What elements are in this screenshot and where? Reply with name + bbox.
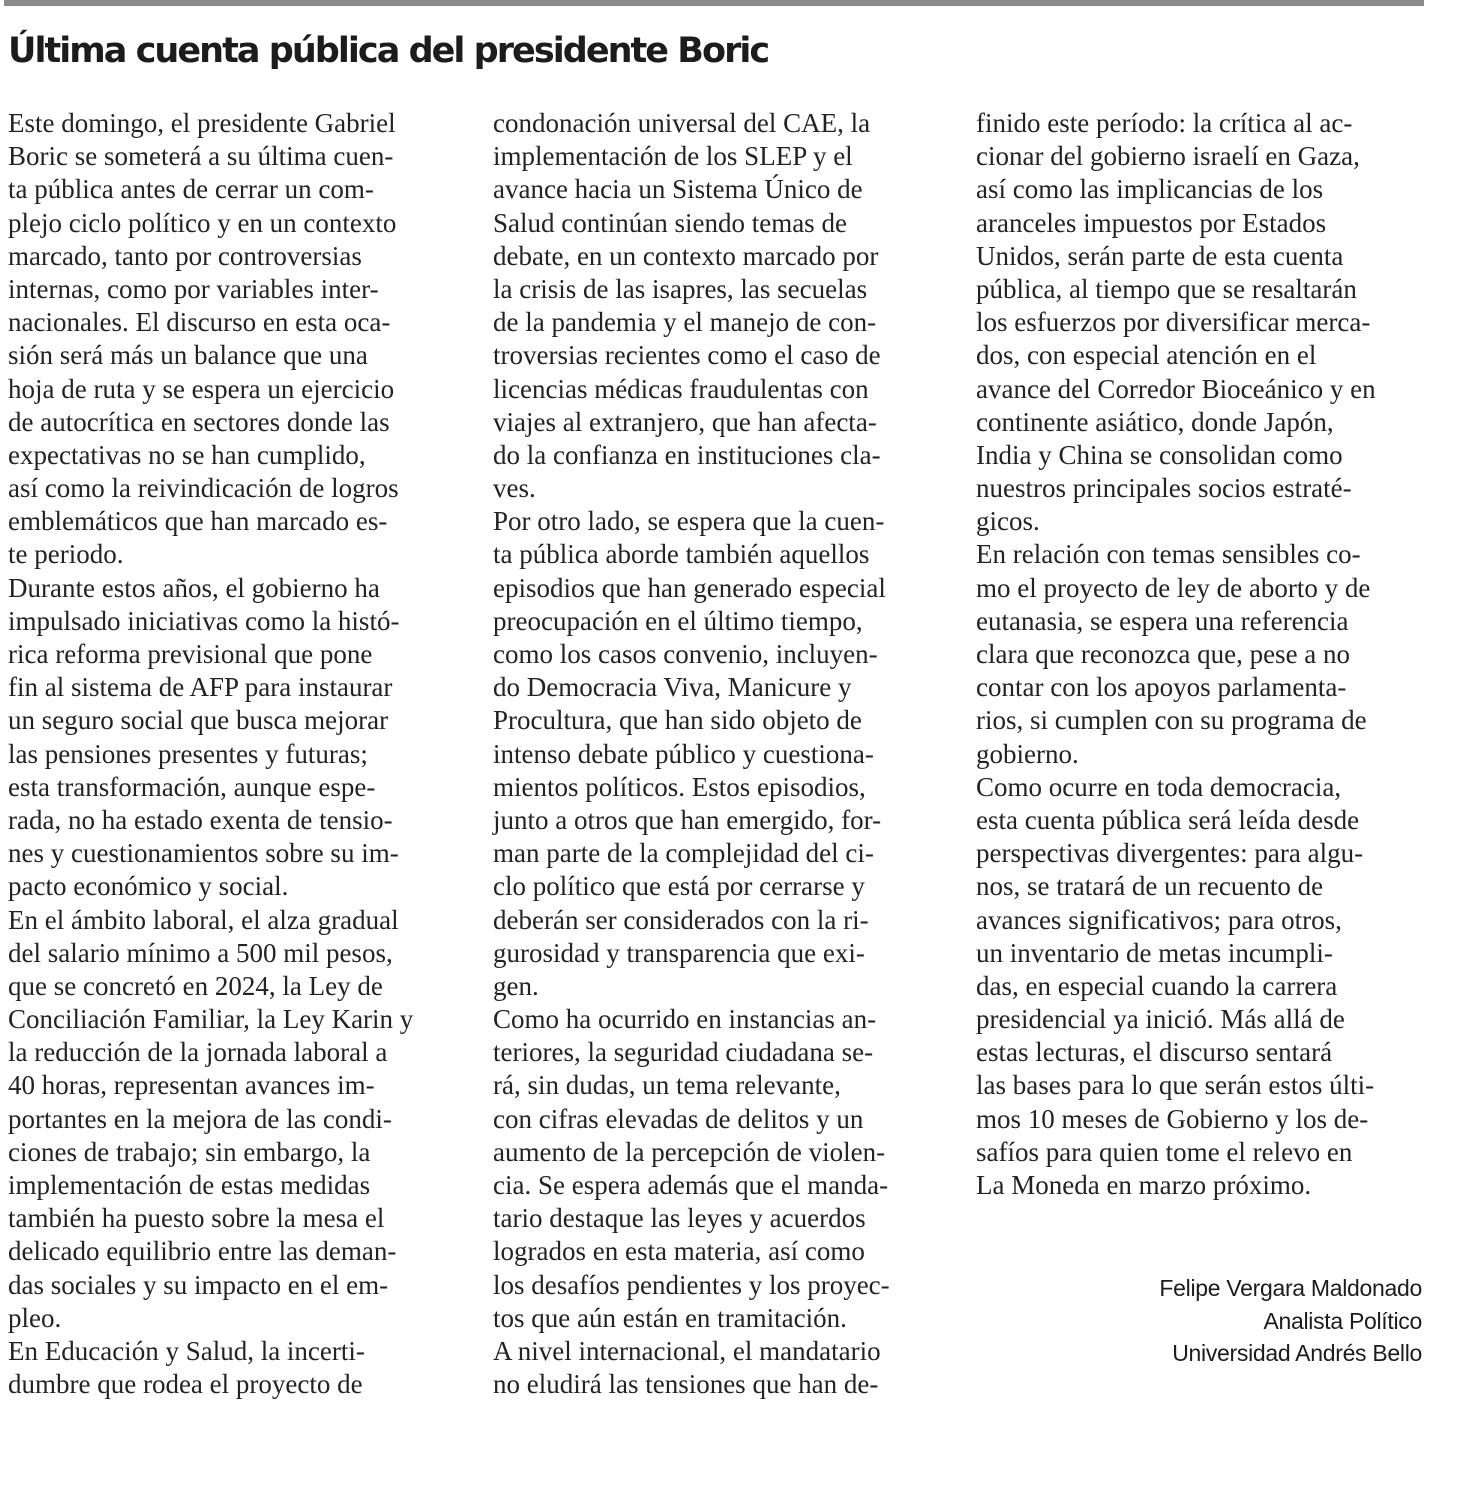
- article-text-line: clo político que está por cerrarse y: [493, 871, 865, 902]
- article-text-line: A nivel internacional, el mandatario: [493, 1335, 881, 1366]
- article-text-line: En Educación y Salud, la incerti-: [8, 1335, 365, 1366]
- article-text-line: finido este período: la crítica al ac-: [976, 108, 1353, 138]
- article-text-line: licencias médicas fraudulentas con: [493, 373, 869, 404]
- article-text-line: pleo.: [8, 1302, 62, 1333]
- article-text-line: un seguro social que busca mejorar: [8, 705, 389, 736]
- article-text-line: aranceles impuestos por Estados: [976, 207, 1327, 238]
- article-text-line: Por otro lado, se espera que la cuen-: [493, 506, 885, 537]
- author-role: Analista Político: [1263, 1307, 1422, 1334]
- article-text-line: Boric se someterá a su última cuen-: [8, 141, 394, 172]
- article-text-line: también ha puesto sobre la mesa el: [8, 1203, 385, 1234]
- article-text-line: safíos para quien tome el relevo en: [976, 1136, 1353, 1167]
- article-text-line: ta pública antes de cerrar un com-: [8, 174, 374, 205]
- article-text-line: mo el proyecto de ley de aborto y de: [976, 572, 1371, 603]
- article-text-line: rá, sin dudas, un tema relevante,: [493, 1070, 841, 1101]
- article-text-line: Durante estos años, el gobierno ha: [8, 572, 380, 603]
- article-text-line: portantes en la mejora de las condi-: [8, 1103, 392, 1134]
- article-text-line: Conciliación Familiar, la Ley Karin y: [8, 1004, 414, 1035]
- article-text-line: teriores, la seguridad ciudadana se-: [493, 1037, 874, 1068]
- article-text-line: delicado equilibrio entre las deman-: [8, 1236, 397, 1267]
- article-text-line: rada, no ha estado exenta de tensio-: [8, 804, 393, 835]
- article-text-line: troversias recientes como el caso de: [493, 340, 881, 371]
- article-text-line: nacionales. El discurso en esta oca-: [8, 307, 391, 338]
- article-text-line: avances significativos; para otros,: [976, 904, 1342, 935]
- article-text-line: marcado, tanto por controversias: [8, 240, 362, 271]
- article-text-line: un inventario de metas incumpli-: [976, 937, 1333, 968]
- article-text-line: En el ámbito laboral, el alza gradual: [8, 904, 399, 935]
- article-text-line: del salario mínimo a 500 mil pesos,: [8, 937, 393, 968]
- article-text-line: dos, con especial atención en el: [976, 340, 1317, 371]
- article-text-line: impulsado iniciativas como la histó-: [8, 605, 400, 636]
- article-text-line: hoja de ruta y se espera un ejercicio: [8, 373, 395, 404]
- article-text-line: junto a otros que han emergido, for-: [493, 804, 882, 835]
- article-text-line: los desafíos pendientes y los proyec-: [493, 1269, 890, 1300]
- article-text-line: 40 horas, representan avances im-: [8, 1070, 375, 1101]
- article-text-line: deberán ser considerados con la ri-: [493, 904, 869, 935]
- article-text-line: mientos políticos. Estos episodios,: [493, 771, 866, 802]
- article-text-line: dumbre que rodea el proyecto de: [8, 1369, 363, 1400]
- article-text-line: das sociales y su impacto en el em-: [8, 1269, 389, 1300]
- article-text-line: Este domingo, el presidente Gabriel: [8, 108, 396, 138]
- article-text-line: La Moneda en marzo próximo.: [976, 1170, 1312, 1200]
- article-text-line: do Democracia Viva, Manicure y: [493, 672, 852, 703]
- article-text-line: nuestros principales socios estraté-: [976, 473, 1352, 504]
- article-text-line: pacto económico y social.: [8, 871, 289, 902]
- article-text-line: ves.: [493, 473, 536, 504]
- article-text-line: que se concretó en 2024, la Ley de: [8, 970, 383, 1001]
- article-text-line: das, en especial cuando la carrera: [976, 970, 1338, 1001]
- article-text-line: así como las implicancias de los: [976, 174, 1324, 205]
- article-text-line: avance hacia un Sistema Único de: [493, 174, 863, 205]
- article-text-line: episodios que han generado especial: [493, 572, 886, 603]
- article-text-line: rios, si cumplen con su programa de: [976, 705, 1367, 736]
- article-column-3: [976, 107, 1376, 1202]
- article-text-line: internas, como por variables inter-: [8, 273, 379, 304]
- article-text-line: implementación de los SLEP y el: [493, 141, 853, 172]
- article-text-line: gobierno.: [976, 738, 1079, 769]
- article-headline: Última cuenta pública del presidente Boric: [8, 31, 769, 71]
- article-text-line: sión será más un balance que una: [8, 340, 368, 371]
- article-text-line: contar con los apoyos parlamenta-: [976, 672, 1347, 703]
- article-text-line: los esfuerzos por diversificar merca-: [976, 307, 1371, 338]
- article-text-line: gurosidad y transparencia que exi-: [493, 937, 865, 968]
- article-text-line: viajes al extranjero, que han afecta-: [493, 406, 877, 437]
- article-text-line: do la confianza en instituciones cla-: [493, 439, 881, 470]
- article-text-line: gen.: [493, 970, 539, 1001]
- article-text-line: la crisis de las isapres, las secuelas: [493, 273, 868, 304]
- article-text-line: implementación de estas medidas: [8, 1170, 371, 1200]
- article-text-line: ciones de trabajo; sin embargo, la: [8, 1136, 371, 1167]
- article-text-line: Salud continúan siendo temas de: [493, 207, 847, 238]
- article-text-line: preocupación en el último tiempo,: [493, 605, 863, 636]
- article-text-line: aumento de la percepción de violen-: [493, 1136, 886, 1167]
- article-text-line: te periodo.: [8, 539, 124, 570]
- article-text-line: condonación universal del CAE, la: [493, 108, 871, 138]
- article-text-line: como los casos convenio, incluyen-: [493, 639, 878, 669]
- article-text-line: continente asiático, donde Japón,: [976, 406, 1334, 437]
- article-text-line: expectativas no se han cumplido,: [8, 439, 366, 470]
- article-text-line: emblemáticos que han marcado es-: [8, 506, 388, 537]
- article-text-line: rica reforma previsional que pone: [8, 639, 373, 669]
- author-affiliation: Universidad Andrés Bello: [1172, 1340, 1422, 1366]
- article-text-line: mos 10 meses de Gobierno y los de-: [976, 1103, 1369, 1134]
- article-text-line: cia. Se espera además que el manda-: [493, 1170, 889, 1200]
- article-column-1: [8, 107, 413, 1401]
- article-text-line: de la pandemia y el manejo de con-: [493, 307, 877, 338]
- article-text-line: plejo ciclo político y en un contexto: [8, 207, 397, 238]
- article-text-line: Procultura, que han sido objeto de: [493, 705, 862, 736]
- article-text-line: las bases para lo que serán estos últi-: [976, 1070, 1375, 1101]
- article-text-line: gicos.: [976, 506, 1040, 537]
- author-name: Felipe Vergara Maldonado: [1159, 1275, 1422, 1301]
- article-text-line: así como la reivindicación de logros: [8, 473, 399, 504]
- article-text-line: man parte de la complejidad del ci-: [493, 838, 874, 869]
- article-text-line: India y China se consolidan como: [976, 439, 1343, 470]
- article-text-line: no eludirá las tensiones que han de-: [493, 1369, 879, 1400]
- article-text-line: tos que aún están en tramitación.: [493, 1302, 847, 1333]
- article-text-line: la reducción de la jornada laboral a: [8, 1037, 388, 1068]
- article-text-line: estas lecturas, el discurso sentará: [976, 1037, 1333, 1068]
- article-text-line: Unidos, serán parte de esta cuenta: [976, 240, 1344, 271]
- article-text-line: las pensiones presentes y futuras;: [8, 738, 368, 769]
- article-text-line: Como ha ocurrido en instancias an-: [493, 1004, 877, 1035]
- article-text-line: avance del Corredor Bioceánico y en: [976, 373, 1376, 404]
- article-column-2: [493, 107, 890, 1401]
- article-text-line: pública, al tiempo que se resaltarán: [976, 273, 1357, 304]
- article-text-line: Como ocurre en toda democracia,: [976, 771, 1342, 802]
- article-text-line: ta pública aborde también aquellos: [493, 539, 870, 570]
- article-text-line: con cifras elevadas de delitos y un: [493, 1103, 864, 1134]
- article-text-line: eutanasia, se espera una referencia: [976, 605, 1349, 636]
- article-text-line: presidencial ya inició. Más allá de: [976, 1004, 1345, 1035]
- article-text-line: esta cuenta pública será leída desde: [976, 804, 1360, 835]
- article-text-line: debate, en un contexto marcado por: [493, 240, 879, 271]
- article-text-line: logrados en esta materia, así como: [493, 1236, 865, 1267]
- article-text-line: nes y cuestionamientos sobre su im-: [8, 838, 399, 869]
- article-text-line: En relación con temas sensibles co-: [976, 539, 1361, 570]
- article-text-line: tario destaque las leyes y acuerdos: [493, 1203, 866, 1234]
- article-text-line: clara que reconozca que, pese a no: [976, 639, 1351, 669]
- top-rule: [4, 0, 1424, 6]
- article-text-line: de autocrítica en sectores donde las: [8, 406, 390, 437]
- article-text-line: cionar del gobierno israelí en Gaza,: [976, 141, 1360, 172]
- article-text-line: fin al sistema de AFP para instaurar: [8, 672, 393, 703]
- author-signature: [1159, 1272, 1422, 1370]
- article-text-line: perspectivas divergentes: para algu-: [976, 838, 1364, 869]
- article-text-line: intenso debate público y cuestiona-: [493, 738, 874, 769]
- article-text-line: esta transformación, aunque espe-: [8, 771, 376, 802]
- article-text-line: nos, se tratará de un recuento de: [976, 871, 1324, 902]
